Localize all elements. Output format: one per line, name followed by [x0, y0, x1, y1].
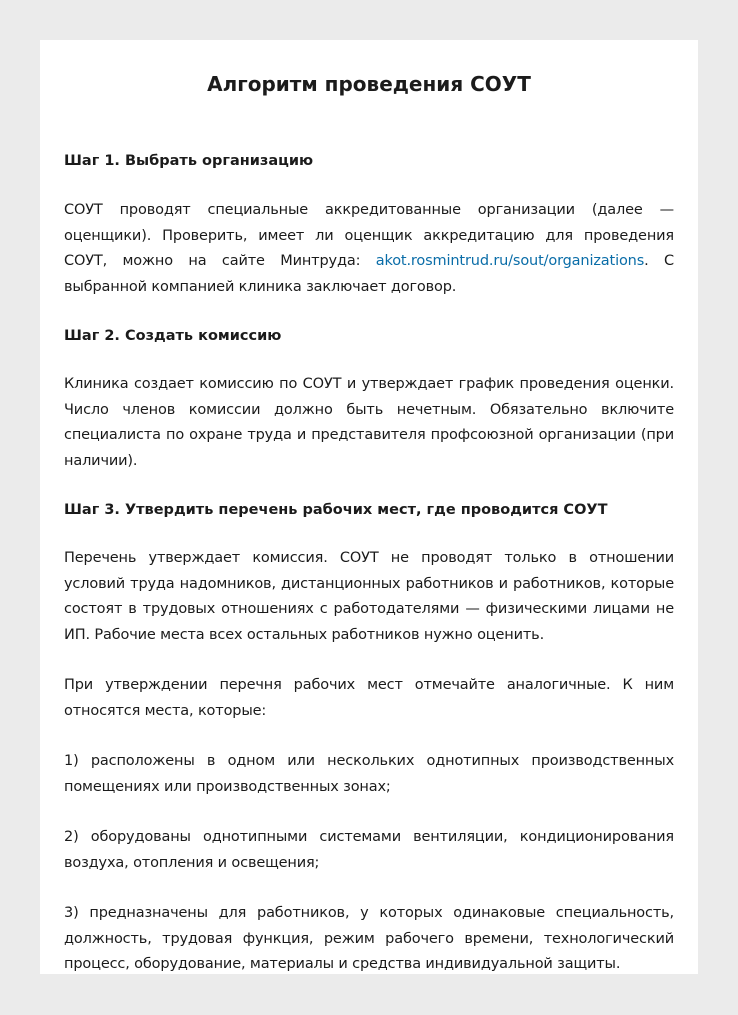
article-card: [40, 40, 698, 974]
step-3-list-item-3: 3) предназначены для работников, у которых одинаковые специальность, должность, трудовая функция, режим рабочего времени, технологический процесс, оборудование, материалы и средства индивидуальной защиты.: [64, 905, 674, 972]
step-1-text-after: . С выбранной компанией клиника заключает договор.: [64, 253, 674, 295]
step-3-list-item-1: 1) расположены в одном или нескольких однотипных производственных помещениях или производственных зонах;: [64, 753, 674, 795]
step-2-text: Клиника создает комиссию по СОУТ и утверждает график проведения оценки. Число членов комиссии должно быть нечетным. Обязательно включите специалиста по охране труда и представителя профсоюзной организации (при наличии).: [64, 376, 674, 469]
step-2-heading: Шаг 2. Создать комиссию: [64, 328, 282, 344]
step-3-paragraph-1: Перечень утверждает комиссия. СОУТ не проводят только в отношении условий труда надомников, дистанционных работников и работников, которые состоят в трудовых отношениях с работодателями — физическими лицами не ИП. Рабочие места всех остальных работников нужно оценить.: [64, 550, 674, 643]
mintrud-organizations-link[interactable]: akot.rosmintrud.ru/sout/organizations: [375, 253, 645, 269]
step-3-list-item-2: 2) оборудованы однотипными системами вентиляции, кондиционирования воздуха, отопления и освещения;: [64, 829, 674, 871]
article-content: [40, 71, 698, 978]
article-title: Алгоритм проведения СОУТ: [207, 72, 531, 96]
step-1-heading: Шаг 1. Выбрать организацию: [64, 153, 314, 169]
step-1-text: [64, 198, 674, 300]
step-3-paragraph-2: При утверждении перечня рабочих мест отмечайте аналогичные. К ним относятся места, которые:: [64, 677, 674, 719]
step-1-text-before: СОУТ проводят специальные аккредитованные организации (далее — оценщики). Проверить, имеет ли оценщик аккредитацию для проведения СОУТ, можно на сайте Минтруда:: [64, 202, 674, 269]
step-3-heading: Шаг 3. Утвердить перечень рабочих мест, где проводится СОУТ: [64, 502, 608, 518]
